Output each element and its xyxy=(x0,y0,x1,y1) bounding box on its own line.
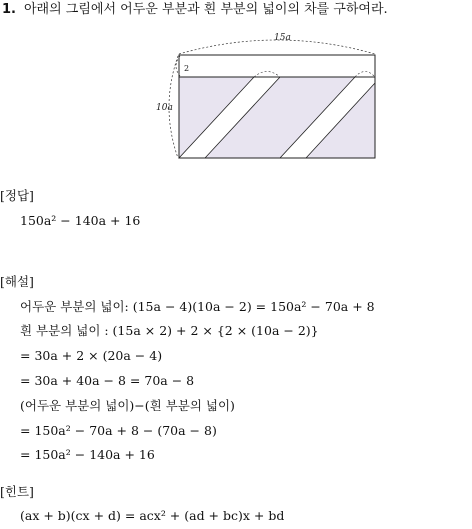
problem-text: 아래의 그림에서 어두운 부분과 흰 부분의 넓이의 차를 구하여라. xyxy=(23,2,388,17)
solution-line: = 30a + 2 × (20a − 4) xyxy=(20,348,163,363)
solution-line: 어두운 부분의 넓이: (15a − 4)(10a − 2) = 150a² − 70a + 8 xyxy=(20,299,375,314)
answer-value: 150a² − 140a + 16 xyxy=(20,213,141,228)
left-dimension-label: 10a xyxy=(156,103,173,113)
rectangle-figure xyxy=(150,28,390,168)
solution-line: = 30a + 40a − 8 = 70a − 8 xyxy=(20,373,195,388)
problem-number: 1. xyxy=(2,2,16,17)
hint-value: (ax + b)(cx + d) = acx² + (ad + bc)x + bd xyxy=(20,508,285,523)
corner-dimension-label: 2 xyxy=(184,64,190,73)
hint-heading: [힌트] xyxy=(0,484,34,499)
solution-heading: [해설] xyxy=(0,274,34,289)
solution-line: = 150a² − 70a + 8 − (70a − 8) xyxy=(20,423,217,438)
top-dimension-label: 15a xyxy=(274,33,291,43)
solution-line: = 150a² − 140a + 16 xyxy=(20,447,155,462)
solution-line: (어두운 부분의 넓이)−(흰 부분의 넓이) xyxy=(20,398,235,413)
solution-line: 흰 부분의 넓이 : (15a × 2) + 2 × {2 × (10a − 2)} xyxy=(20,323,319,338)
answer-heading: [정답] xyxy=(0,188,34,203)
problem-statement xyxy=(2,1,388,19)
top-white-band xyxy=(179,55,375,77)
